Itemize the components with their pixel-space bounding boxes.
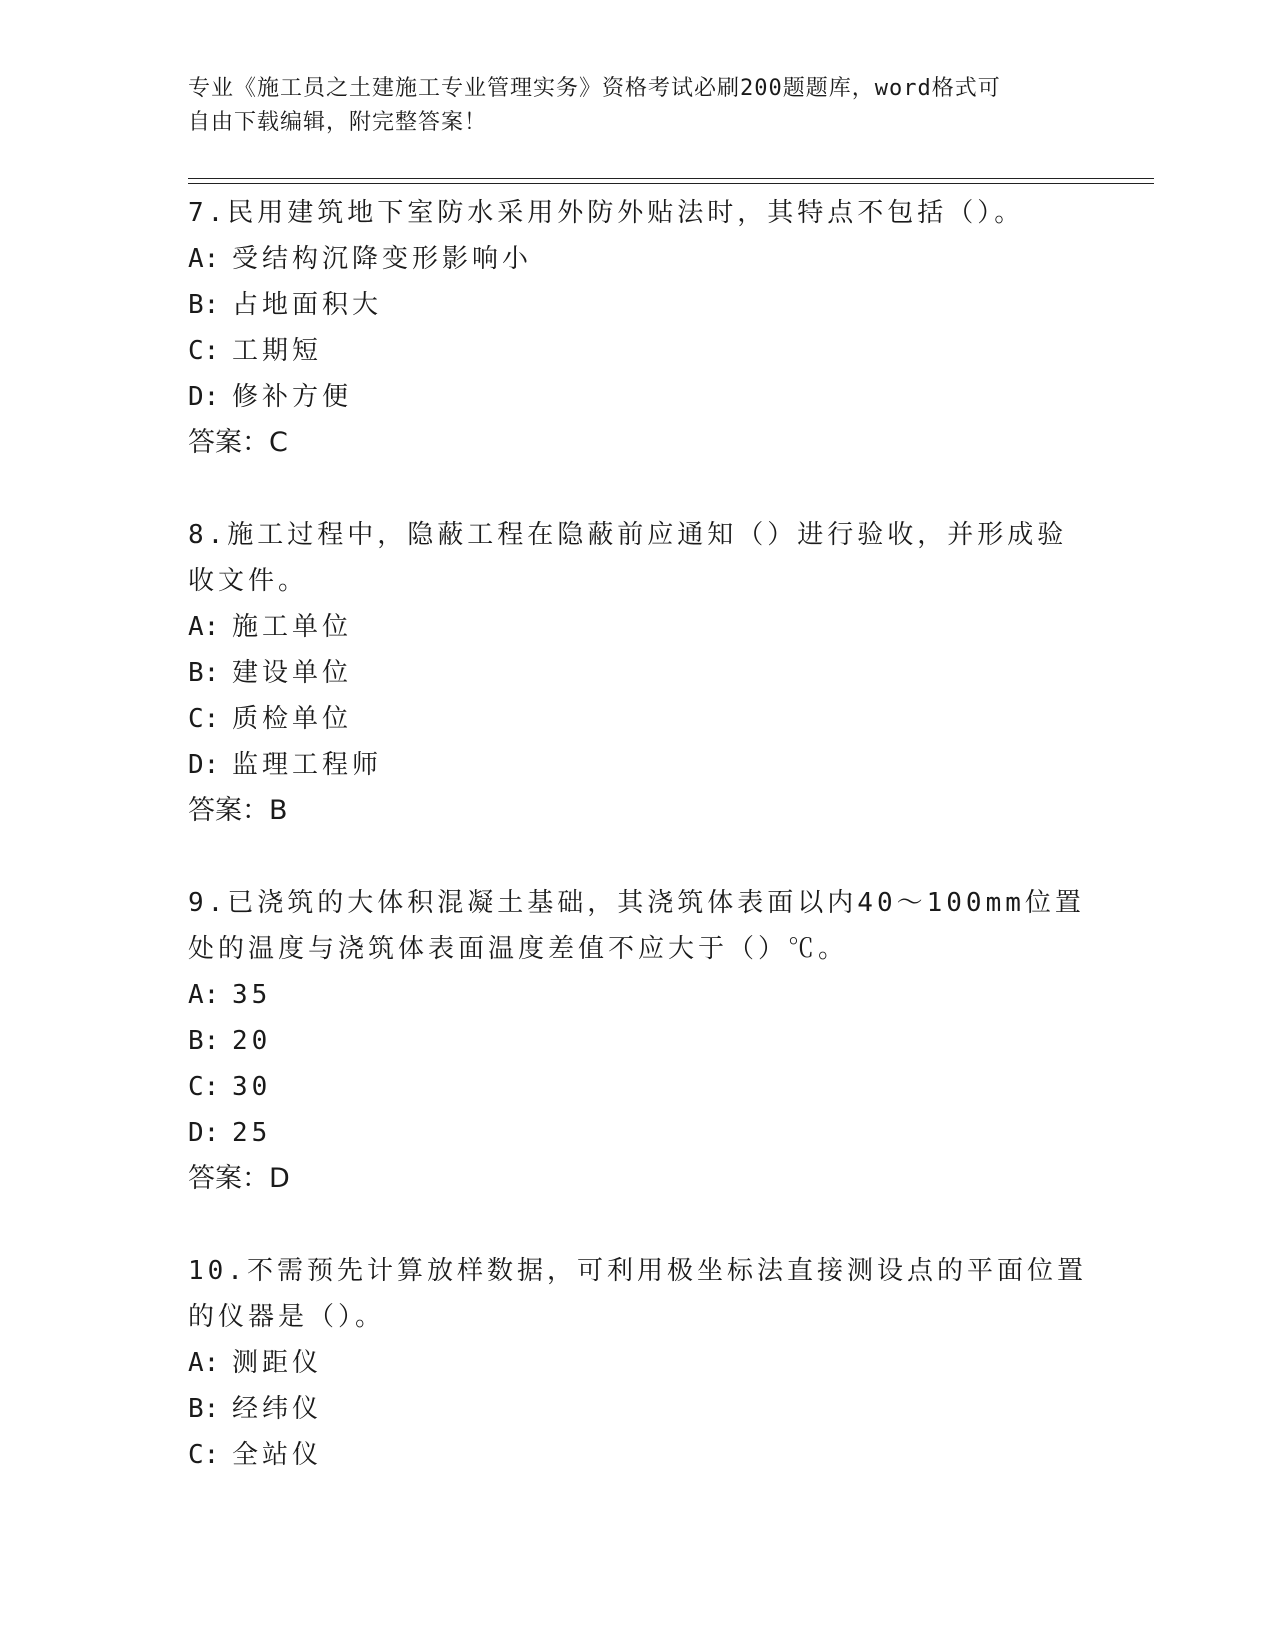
option-b (188, 1386, 1088, 1432)
option-b (188, 650, 1088, 696)
header-divider-bottom (188, 183, 1154, 184)
option-b (188, 282, 1088, 328)
option-key: C: (188, 1072, 220, 1102)
question-text: 8.施工过程中，隐蔽工程在隐蔽前应通知（）进行验收，并形成验收文件。 (188, 520, 1068, 596)
option-a (188, 1340, 1088, 1386)
option-key: A: (188, 980, 220, 1010)
option-text: 工期短 (232, 336, 323, 366)
option-b (188, 1018, 1088, 1064)
option-key: D: (188, 1118, 220, 1148)
header-divider-top (188, 178, 1154, 179)
option-key: B: (188, 1394, 220, 1424)
question-list (188, 190, 1088, 1524)
document-header (188, 72, 1068, 140)
option-text: 全站仪 (232, 1440, 323, 1470)
option-d (188, 1110, 1088, 1156)
question-9 (188, 880, 1088, 1202)
option-c (188, 1432, 1088, 1478)
option-text: 质检单位 (232, 704, 353, 734)
option-text: 占地面积大 (232, 290, 383, 320)
option-key: D: (188, 382, 220, 412)
option-a (188, 236, 1088, 282)
option-text: 修补方便 (232, 382, 353, 412)
question-text: 7.民用建筑地下室防水采用外防外贴法时，其特点不包括（）。 (188, 198, 1025, 228)
option-text: 35 (232, 980, 272, 1010)
option-key: B: (188, 290, 220, 320)
option-key: B: (188, 658, 220, 688)
option-key: C: (188, 704, 220, 734)
option-text: 测距仪 (232, 1348, 323, 1378)
option-a (188, 604, 1088, 650)
question-7 (188, 190, 1088, 466)
question-text: 9.已浇筑的大体积混凝土基础，其浇筑体表面以内40～100mm位置处的温度与浇筑体表面温度差值不应大于（）℃。 (188, 888, 1085, 964)
option-text: 经纬仪 (232, 1394, 323, 1424)
option-c (188, 1064, 1088, 1110)
option-text: 20 (232, 1026, 272, 1056)
question-text: 10.不需预先计算放样数据，可利用极坐标法直接测设点的平面位置的仪器是（）。 (188, 1256, 1087, 1332)
option-d (188, 374, 1088, 420)
option-key: A: (188, 244, 220, 274)
option-key: A: (188, 1348, 220, 1378)
option-key: C: (188, 1440, 220, 1470)
option-text: 监理工程师 (232, 750, 383, 780)
answer-line: 答案：C (188, 427, 288, 458)
option-text: 施工单位 (232, 612, 353, 642)
option-text: 受结构沉降变形影响小 (232, 244, 533, 274)
option-text: 25 (232, 1118, 272, 1148)
question-8 (188, 512, 1088, 834)
question-10 (188, 1248, 1088, 1478)
header-line-2: 自由下载编辑，附完整答案！ (188, 110, 488, 135)
answer-line: 答案：D (188, 1163, 290, 1194)
option-key: A: (188, 612, 220, 642)
option-c (188, 696, 1088, 742)
option-key: D: (188, 750, 220, 780)
option-d (188, 742, 1088, 788)
header-line-1: 专业《施工员之土建施工专业管理实务》资格考试必刷200题题库，word格式可 (188, 76, 1001, 101)
option-key: C: (188, 336, 220, 366)
option-c (188, 328, 1088, 374)
answer-line: 答案：B (188, 795, 288, 826)
option-a (188, 972, 1088, 1018)
option-key: B: (188, 1026, 220, 1056)
option-text: 30 (232, 1072, 272, 1102)
option-text: 建设单位 (232, 658, 353, 688)
